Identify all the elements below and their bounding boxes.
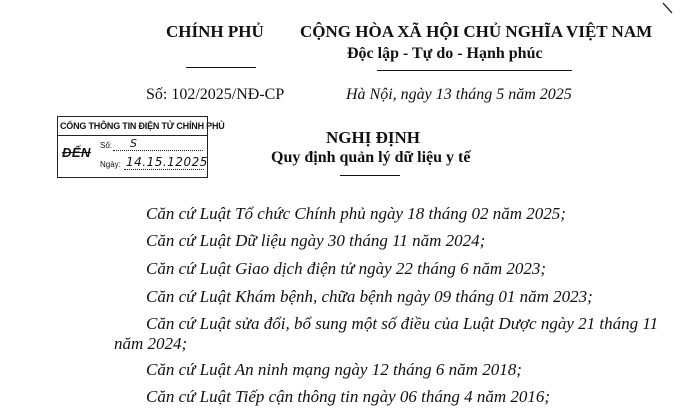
document-number: Số: 102/2025/NĐ-CP xyxy=(146,86,285,103)
place-date: Hà Nội, ngày 13 tháng 5 năm 2025 xyxy=(346,86,572,103)
stamp-so-value: S xyxy=(130,137,137,150)
motto-underline xyxy=(377,70,572,71)
nation-title: CỘNG HÒA XÃ HỘI CHỦ NGHĨA VIỆT NAM xyxy=(300,22,653,41)
subject-underline xyxy=(340,175,400,176)
legal-basis-line: Căn cứ Luật An ninh mạng ngày 12 tháng 6 năm 2018; xyxy=(146,360,522,379)
issuer-underline xyxy=(186,67,256,68)
stamp-divider xyxy=(58,135,207,136)
legal-basis-line: Căn cứ Luật Giao dịch điện tử ngày 22 tháng 6 năm 2023; xyxy=(146,259,547,278)
legal-basis-line: Căn cứ Luật Khám bệnh, chữa bệnh ngày 09 tháng 01 năm 2023; xyxy=(146,287,593,306)
pen-mark-icon xyxy=(662,2,674,14)
stamp-ngay-value: 14.15.12025 xyxy=(126,155,208,169)
legal-basis-line: Căn cứ Luật Tiếp cận thông tin ngày 06 tháng 4 năm 2016; xyxy=(146,387,551,406)
stamp-so-dots xyxy=(113,150,203,151)
issuer-name: CHÍNH PHỦ xyxy=(166,22,264,41)
stamp-so-label: Số: xyxy=(100,141,113,150)
stamp-ngay-label: Ngày: xyxy=(100,160,121,169)
legal-basis-line: Căn cứ Luật sửa đổi, bổ sung một số điều của Luật Dược ngày 21 tháng 11 xyxy=(146,314,659,333)
legal-basis-line: Căn cứ Luật Tổ chức Chính phủ ngày 18 tháng 02 năm 2025; xyxy=(146,204,566,223)
document-subject: Quy định quản lý dữ liệu y tế xyxy=(271,149,471,166)
stamp-title: CỔNG THÔNG TIN ĐIỆN TỬ CHÍNH PHỦ xyxy=(60,121,225,131)
motto: Độc lập - Tự do - Hạnh phúc xyxy=(347,45,543,62)
legal-basis-line: Căn cứ Luật Dữ liệu ngày 30 tháng 11 năm 2024; xyxy=(146,231,486,250)
stamp-den: ĐẾN xyxy=(62,145,91,160)
receipt-stamp xyxy=(57,116,225,178)
stamp-ngay-dots xyxy=(124,169,204,170)
legal-basis-continuation: năm 2024; xyxy=(114,334,188,353)
document-type: NGHỊ ĐỊNH xyxy=(326,128,420,147)
